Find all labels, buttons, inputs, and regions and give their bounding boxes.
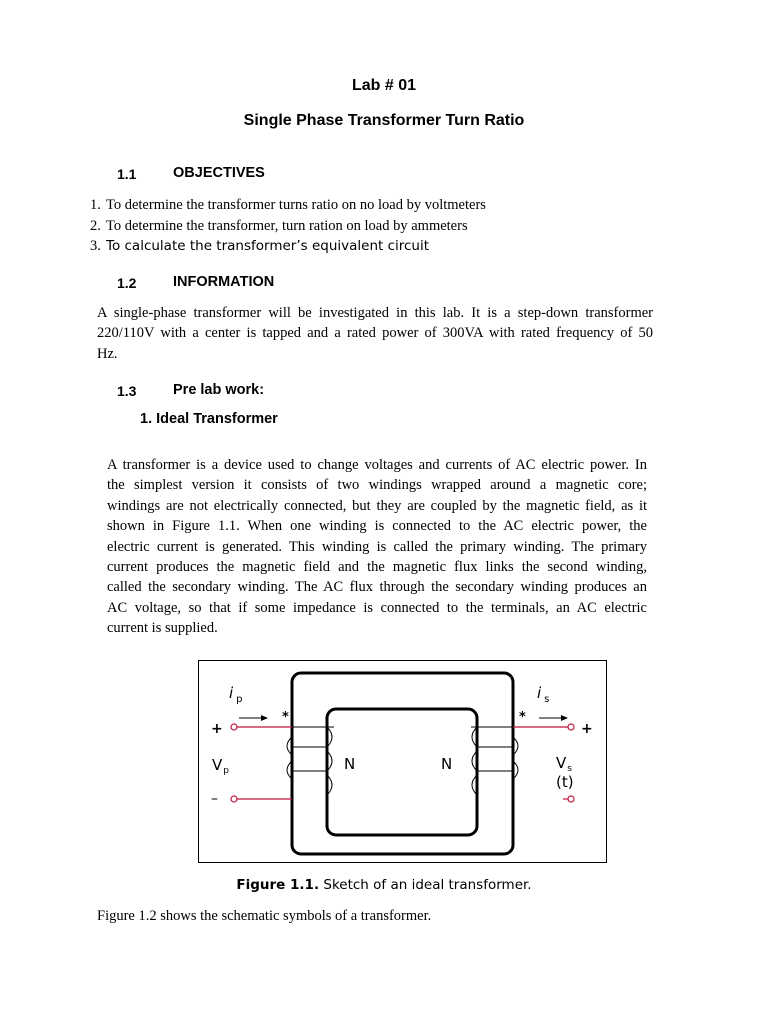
lab-number-title: Lab # 01 — [351, 77, 417, 94]
paragraph-line: called the secondary winding. The AC flux through the secondary winding produces an — [107, 579, 647, 596]
terminal-secondary-minus — [568, 796, 574, 802]
secondary-dot-marker: * — [519, 710, 526, 725]
primary-minus-sign: – — [211, 791, 218, 807]
objective-item — [90, 238, 429, 255]
information-paragraph — [97, 303, 653, 364]
core-outer — [292, 673, 513, 854]
terminal-primary-plus — [231, 724, 237, 730]
figure-caption-label: Figure 1.1. — [236, 877, 320, 893]
objective-number: 1. — [90, 197, 101, 213]
secondary-plus-sign: + — [581, 721, 593, 737]
paragraph-line: AC voltage, so that if some impedance is connected to the terminals, an AC electric — [107, 599, 647, 616]
objective-item — [90, 197, 486, 214]
terminal-secondary-plus — [568, 724, 574, 730]
ideal-transformer-paragraph — [107, 455, 647, 639]
terminal-primary-minus — [231, 796, 237, 802]
figure-reference-text: Figure 1.2 shows the schematic symbols of a transformer. — [97, 908, 432, 924]
paragraph-line: current produces the magnetic field and the magnetic flux links the second winding, — [107, 558, 647, 575]
figure-caption-text: Sketch of an ideal transformer. — [319, 877, 532, 893]
primary-plus-sign: + — [211, 721, 223, 737]
paragraph-line: 220/110V with a center is tapped and a rated power of 300VA with rated frequency of 50 — [97, 325, 653, 342]
section-number-prelab: 1.3 — [117, 383, 137, 399]
objective-number: 2. — [90, 218, 101, 234]
paragraph-line: current is supplied. — [107, 620, 218, 637]
paragraph-line: A single-phase transformer will be investigated in this lab. It is a step-down transformer — [97, 305, 653, 321]
section-title-objectives: OBJECTIVES — [173, 165, 265, 181]
transformer-figure — [198, 660, 607, 863]
objective-text: To calculate the transformer’s equivalent circuit — [106, 238, 430, 254]
primary-dot-marker: * — [282, 710, 289, 725]
secondary-turns-label: N — [441, 755, 453, 773]
paragraph-line: the simplest version it consists of two windings wrapped around a magnetic core; — [107, 477, 647, 494]
transformer-sketch — [199, 661, 606, 862]
secondary-current-label: i $_s$ — [537, 684, 550, 705]
secondary-voltage-label: $V_s$ — [556, 754, 572, 774]
document-title: Single Phase Transformer Turn Ratio — [243, 112, 525, 129]
section-title-information: INFORMATION — [173, 274, 275, 290]
paragraph-line: A transformer is a device used to change voltages and currents of AC electric power. In — [107, 457, 647, 473]
subsection-title: 1. Ideal Transformer — [140, 411, 278, 427]
secondary-voltage-time: (t) — [556, 773, 574, 791]
primary-current-label: i $_p$ — [229, 684, 243, 705]
paragraph-line: shown in Figure 1.1. When one winding is connected to the AC electric power, the — [107, 518, 647, 535]
primary-voltage-label: $V_p$ — [212, 756, 229, 776]
objective-text: To determine the transformer, turn ration on load by ammeters — [106, 218, 468, 234]
terminal-wires — [231, 724, 574, 802]
paragraph-line: windings are not electrically connected, but they are coupled by the magnetic field, as it — [107, 497, 647, 514]
figure-caption — [0, 877, 768, 893]
section-number-objectives: 1.1 — [117, 166, 137, 182]
paragraph-line: Hz. — [97, 345, 118, 362]
objective-number: 3. — [90, 238, 101, 254]
section-number-information: 1.2 — [117, 275, 137, 291]
paragraph-line: electric current is generated. This winding is called the primary winding. The primary — [107, 538, 647, 555]
objective-text: To determine the transformer turns ratio on no load by voltmeters — [106, 197, 486, 213]
primary-turns-label: N — [344, 755, 356, 773]
objective-item — [90, 218, 468, 235]
section-title-prelab: Pre lab work: — [173, 382, 265, 398]
